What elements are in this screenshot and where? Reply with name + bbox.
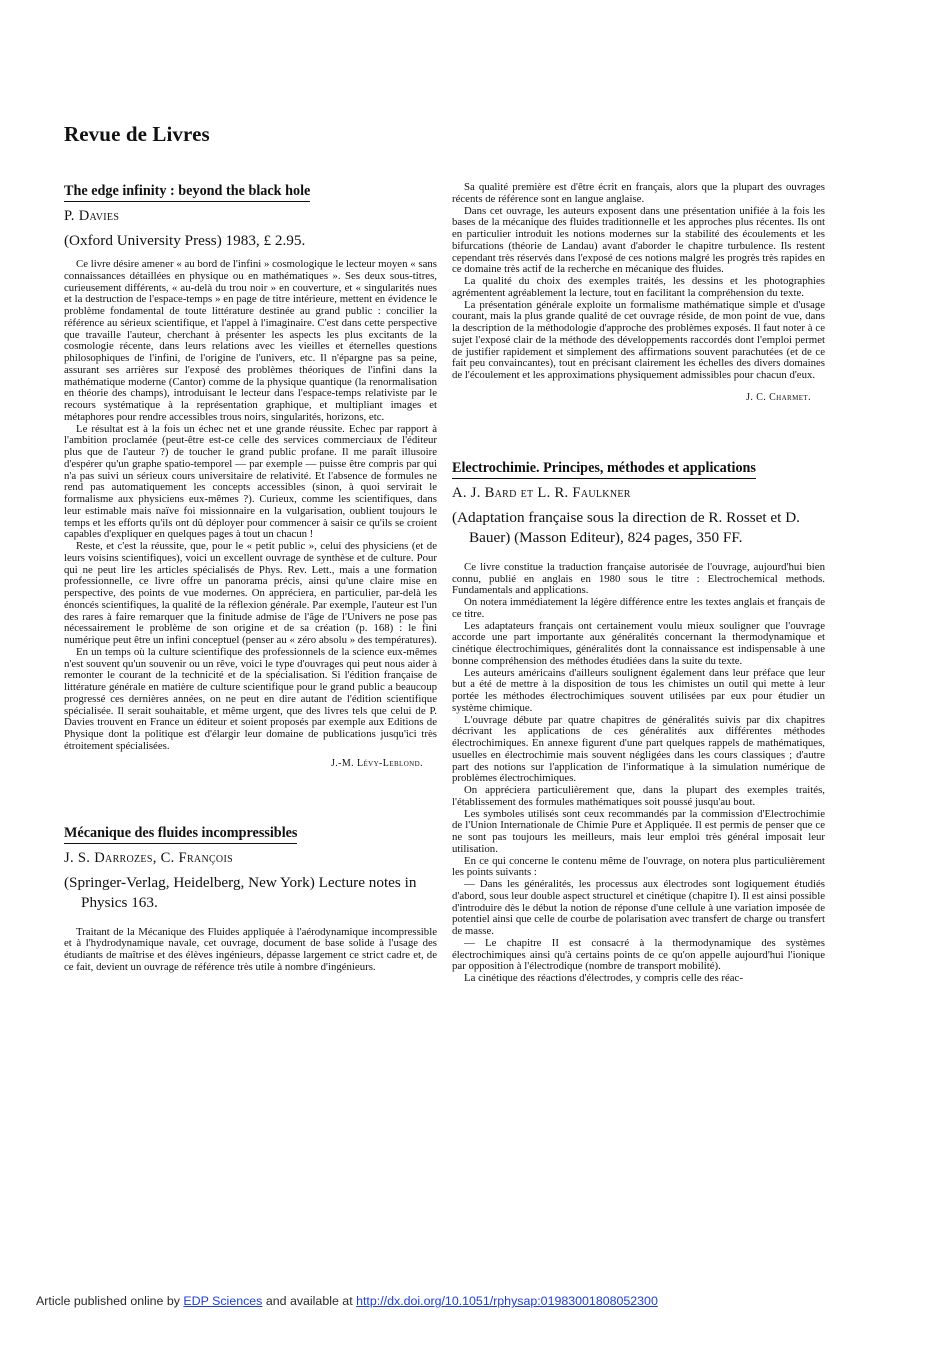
author-name: Darrozes, C. François (94, 849, 233, 866)
right-column (452, 182, 825, 985)
review-author (452, 485, 825, 502)
review-title: Mécanique des fluides incompressibles (64, 825, 297, 844)
review-paragraph: En ce qui concerne le contenu même de l'ouvrage, on notera plus particulièrement les points suivants : (452, 854, 825, 879)
review-paragraph: Reste, et c'est la réussite, que, pour le « petit public », celui des physiciens (et de leurs voisins scientifiques), voici un excellent ouvrage de synthèse et de culture. Pour qui ne peut lire les articles spécialisés de Phys. Rev. Lett., mais a une formation professionnelle, ce livre offre un panorama précis, ainsi qu'une claire mise en perspective, des points de vue modernes. On appréciera, en particulier, par-delà les énoncés scientifiques, la qualité de la réflexion générale. Par exemple, l'auteur est l'un des rares à faire remarquer que la finitude admise de l'âge de l'Univers ne pose pas nécessairement le problème de son origine et de sa création (p. 168) : le fini numérique peut être un infini conceptuel (penser au « zéro absolu » des températures). (64, 540, 437, 646)
review-paragraph: Les adaptateurs français ont certainement voulu mieux souligner que l'ouvrage accorde une part importante aux généralités concernant la thermodynamique et cinétique électrochimiques, généralités dont la connaissance est indispensable à une bonne compréhension des méthodes étudiées dans la suite du texte. (452, 619, 825, 667)
review-paragraph: Dans cet ouvrage, les auteurs exposent dans une présentation unifiée à la fois les bases de la mécanique des fluides traditionnelle et les approches plus récentes. Ils ont en particulier introduit les notions modernes sur la stabilité des écoulements et les bifurcations (théorie de Landau) avant d'aborder le chapitre turbulence. Ils restent cependant très réservés dans l'exposé de ces notions malgré les progrès très rapides en ce domaine très actif de la recherche en mécanique des fluides. (452, 204, 825, 276)
review-paragraph: Le résultat est à la fois un échec net et une grande réussite. Echec par rapport à l'ambition proclamée (peut-être est-ce celle des services commerciaux de l'éditeur plus que de l'auteur ?) de toucher le grand public profane. Il me paraît illusoire d'espérer qu'un graphe spatio-temporel — par exemple — puisse être compris par qui n'a pas suivi un sérieux cours universitaire de relativité. Et l'absence de formules ne rend pas automatiquement les concepts accessibles (sinon, à quoi servirait le formalisme aux physiciens eux-mêmes ?). Curieux, comme les scientifiques, dans leur estimable mais naïve foi missionnaire en la vulgarisation, oublient toujours le temps et les efforts qu'ils ont dû déployer pour commencer à saisir ce qu'ils se croient capables d'expliquer en quelques pages à tout un chacun ! (64, 422, 437, 541)
footer-middle: and available at (262, 1294, 357, 1308)
doi-link[interactable]: http://dx.doi.org/10.1051/rphysap:01983001808052300 (356, 1294, 658, 1308)
publisher-link[interactable]: EDP Sciences (183, 1294, 263, 1308)
review-body (64, 927, 437, 974)
review-title: The edge infinity : beyond the black hole (64, 183, 310, 202)
review-paragraph: On notera immédiatement la légère différence entre les textes anglais et français de ce titre. (452, 596, 825, 620)
review-publication: (Adaptation française sous la direction de R. Rosset et D. Bauer) (Masson Editeur), 824 pages, 350 FF. (452, 508, 800, 546)
review-paragraph: Ce livre constitue la traduction française autorisée de l'ouvrage, aujourd'hui bien connu, publié en anglais en 1980 sous le titre : Electrochemical methods. Fundamentals and applications. (452, 560, 825, 597)
review-paragraph: La présentation générale exploite un formalisme mathématique simple et d'usage courant, mais la plus grande qualité de cet ouvrage réside, de mon point de vue, dans la description de la méthodologie d'approche des problèmes exposés. Il faut noter à ce sujet l'exposé clair de la méthode des développements raccordés dont l'emploi permet de justifier rapidement et simplement des affirmations souvent parachutées (et de ce fait peu convaincantes), tout en précisant clairement les échelles des divers domaines de l'écoulement et les approximations physiquement admissibles pour chacun d'eux. (452, 298, 825, 381)
footer-prefix: Article published online by (36, 1294, 184, 1308)
review-title: Electrochimie. Principes, méthodes et applications (452, 460, 756, 479)
review-paragraph: — Le chapitre II est consacré à la thermodynamique des systèmes électrochimiques ainsi qu'à certains points de ce qu'on appelle aujourd'hui l'ionique par opposition à l'électrodique (nombre de transport mobilité). (452, 936, 825, 973)
author-initials: J. S. (64, 849, 91, 866)
review-body-continued (452, 182, 825, 382)
review-paragraph: Les symboles utilisés sont ceux recommandés par la commission d'Electrochimie de l'Union Internationale de Chimie Pure et Appliquée. Il est permis de penser que ce ne sont pas toujours les meilleurs, mais leur emploi très général imposait leur utilisation. (452, 807, 825, 855)
review-paragraph: L'ouvrage débute par quatre chapitres de généralités suivis par dix chapitres décrivant les applications de ces généralités aux différentes méthodes électrochimiques. En annexe figurent d'une part quelques rappels de mathématiques, usuelles en électrochimie mais souvent négligées dans les cours classiques ; d'autre part des notions sur l'application de l'informatique à la simulation numérique de problèmes électrochimiques. (452, 713, 825, 785)
review-signature: J.-M. Lévy-Leblond. (330, 757, 423, 769)
author-name: Davies (78, 208, 120, 224)
review-author (64, 208, 437, 225)
review-paragraph: Ce livre désire amener « au bord de l'infini » cosmologique le lecteur moyen « sans connaissances détaillées en physique ou en mathématiques ». Ses deux sous-titres, curieusement différents, « au-delà du trou noir » en couverture, et « singularités nues et la destruction de l'espace-temps » en page de titre intérieure, mettent en évidence le problème fondamental de toute littérature destinée au grand public : concilier la référence au sérieux scientifique, et l'appel à l'imaginaire. C'est dans cette perspective que travaille l'auteur, cherchant à présenter les aspects les plus excitants de la cosmologie récente, dans leurs relations avec les vieilles et éternelles questions philosophiques de l'infini, de l'origine de l'univers, etc. Il n'épargne pas sa peine, assurant ses arrières sur l'exposé des problèmes théoriques de l'infini dans la mathématique moderne (Cantor) comme de la physique quantique (la renormalisation en théorie des champs), introduisant le lecteur dans l'espace-temps relativiste par le recours systématique à la représentation graphique, et multipliant images et métaphores pour rendre accessibles trous noirs, singularités, horizons, etc. (64, 258, 437, 423)
review-author (64, 850, 437, 867)
review-paragraph: Les auteurs américains d'ailleurs soulignent également dans leur préface que leur but a été de mettre à la disposition de tous les chimistes un outil qui mette à leur portée les méthodes électrochimiques souvent utilisées par eux pour étudier un système chimique. (452, 666, 825, 714)
review-paragraph: Sa qualité première est d'être écrit en français, alors que la plupart des ouvrages récents de référence sont en langue anglaise. (452, 181, 825, 205)
author-name: Bard et L. R. Faulkner (484, 484, 631, 501)
review-mecanique-fluides (64, 824, 437, 974)
review-paragraph: On appréciera particulièrement que, dans la plupart des exemples traités, l'établissement des formules mathématiques soit poussé jusqu'au bout. (452, 784, 825, 808)
review-paragraph: — Dans les généralités, les processus aux électrodes sont logiquement étudiés d'abord, sous leur double aspect structurel et cinétique (chapitre I). Il est ainsi possible d'introduire dès le début la notion de réponse d'une cellule à une variation imposée de potentiel ainsi que celle de courbe de polarisation avec transfert de charge ou transfert de masse. (452, 878, 825, 937)
publication-footer (36, 1294, 658, 1308)
review-publication: (Oxford University Press) 1983, £ 2.95. (64, 232, 306, 249)
review-electrochimie (452, 459, 825, 985)
review-publication: (Springer-Verlag, Heidelberg, New York) Lecture notes in Physics 163. (64, 873, 417, 911)
page-title: Revue de Livres (64, 122, 210, 146)
review-body (452, 562, 825, 985)
review-paragraph: La cinétique des réactions d'électrodes, y compris celle des réac- (464, 972, 743, 984)
review-paragraph: En un temps où la culture scientifique des professionnels de la science eux-mêmes n'est souvent qu'un souvenir ou un rêve, voici le type d'ouvrages qui peut nous aider à remonter le courant de la technicité et de la spécialisation. Si l'édition française de littérature générale en matière de culture scientifique pour le grand public a beaucoup progressé ces dernières années, on ne peut en dire autant de l'édition scientifique spécialisée. Il serait souhaitable, et même urgent, que des livres tels que celui de P. Davies trouvent en France un éditeur et soient proposés par exemple aux Editions de Physique dont la politique est d'élargir leur domaine de publications jusqu'ici très étroitement spécialisées. (64, 645, 437, 752)
review-body (64, 259, 437, 753)
left-column (64, 182, 437, 974)
review-paragraph: La qualité du choix des exemples traités, les dessins et les photographies agrémentent agréablement la lecture, tout en facilitant la compréhension du texte. (452, 275, 825, 299)
review-signature: J. C. Charmet. (746, 391, 811, 403)
review-paragraph: Traitant de la Mécanique des Fluides appliquée à l'aérodynamique incompressible et à l'hydrodynamique navale, cet ouvrage, document de base solide à l'usage des étudiants de maîtrise et des élèves ingénieurs, dépasse largement ce strict cadre et, de ce fait, devient un ouvrage de référence très utile à nombre d'ingénieurs. (64, 925, 437, 973)
author-initials: P. (64, 208, 75, 224)
author-initials: A. J. (452, 484, 481, 501)
review-edge-infinity (64, 182, 437, 769)
